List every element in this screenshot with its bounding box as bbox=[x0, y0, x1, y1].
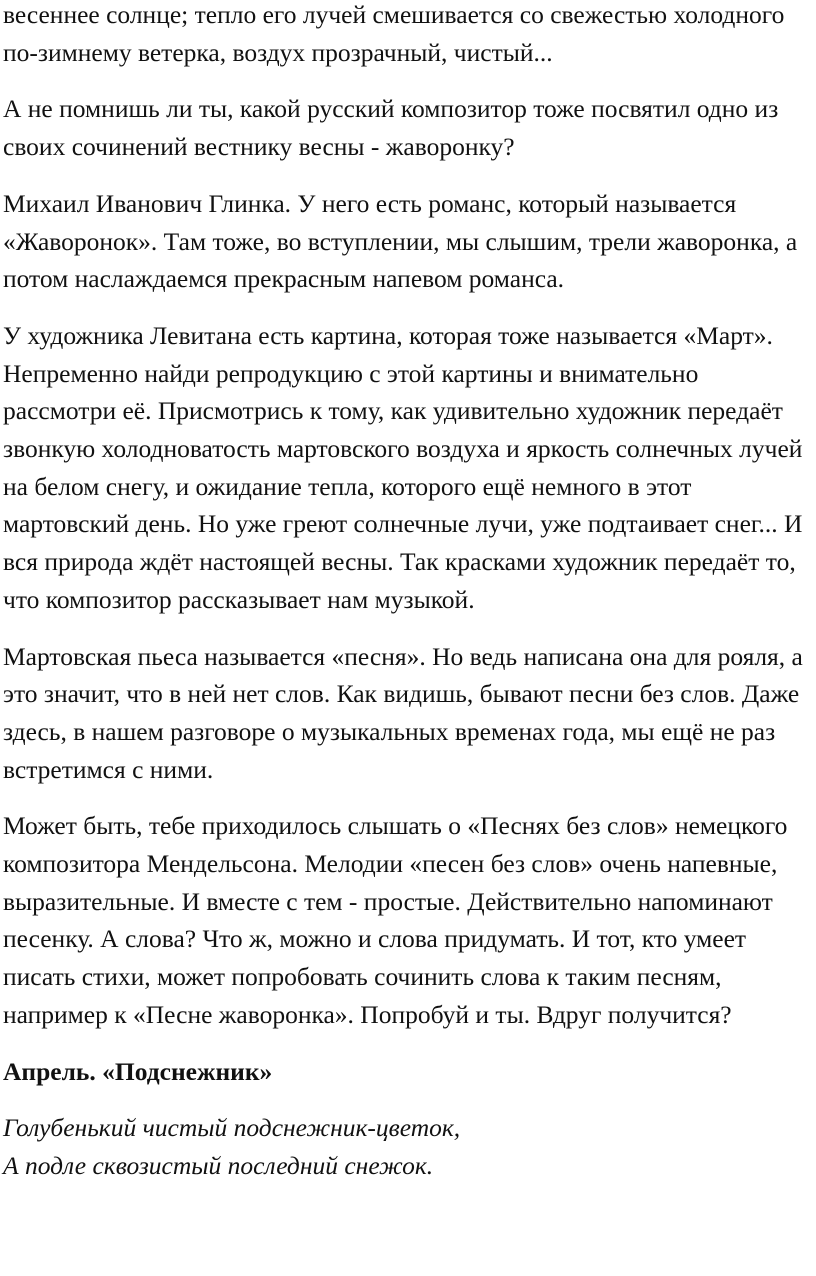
paragraph-levitan: У художника Левитана есть картина, которая тоже называется «Март». Непременно найди репродукцию с этой картины и внимательно рассмотри её. Присмотрись к тому, как удивительно художник передаёт звонкую холодноватость мартовского воздуха и яркость солнечных лучей на белом снегу, и ожидание тепла, которого ещё немного в этот мартовский день. Но уже греют солнечные лучи, уже подтаивает снег... И вся природа ждёт настоящей весны. Так красками художник передаёт то, что композитор рассказывает нам музыкой. bbox=[3, 320, 803, 614]
paragraph-glinka: Михаил Иванович Глинка. У него есть романс, который называется «Жаворонок». Там тоже, во вступлении, мы слышим, трели жаворонка, а потом наслаждаемся прекрасным напевом романса. bbox=[3, 188, 798, 294]
poem-line: А подле сквозистый последний снежок. bbox=[3, 1150, 434, 1180]
paragraph-question-composer: А не помнишь ли ты, какой русский композитор тоже посвятил одно из своих сочинений вестнику весны - жаворонку? bbox=[3, 94, 779, 162]
paragraph-mendelssohn: Может быть, тебе приходилось слышать о «Песнях без слов» немецкого композитора Мендельсона. Мелодии «песен без слов» очень напевные, выразительные. И вместе с тем - простые. Действительно напоминают песенку. А слова? Что ж, можно и слова придумать. И тот, кто умеет писать стихи, может попробовать сочинить слова к таким песням, например к «Песне жаворонка». Попробуй и ты. Вдруг получится? bbox=[3, 811, 788, 1029]
poem-line: Голубенький чистый подснежник-цветок, bbox=[3, 1113, 461, 1143]
paragraph-spring-sun: весеннее солнце; тепло его лучей смешивается со свежестью холодного по-зимнему ветерка, воздух прозрачный, чистый... bbox=[3, 0, 785, 67]
paragraph-march-song: Мартовская пьеса называется «песня». Но ведь написана она для рояля, а это значит, что в ней нет слов. Как видишь, бывают песни без слов. Даже здесь, в нашем разговоре о музыкальных временах года, мы ещё не раз встретимся с ними. bbox=[3, 641, 803, 784]
section-heading-april: Апрель. «Подснежник» bbox=[3, 1056, 273, 1086]
poem-excerpt bbox=[3, 1109, 816, 1184]
